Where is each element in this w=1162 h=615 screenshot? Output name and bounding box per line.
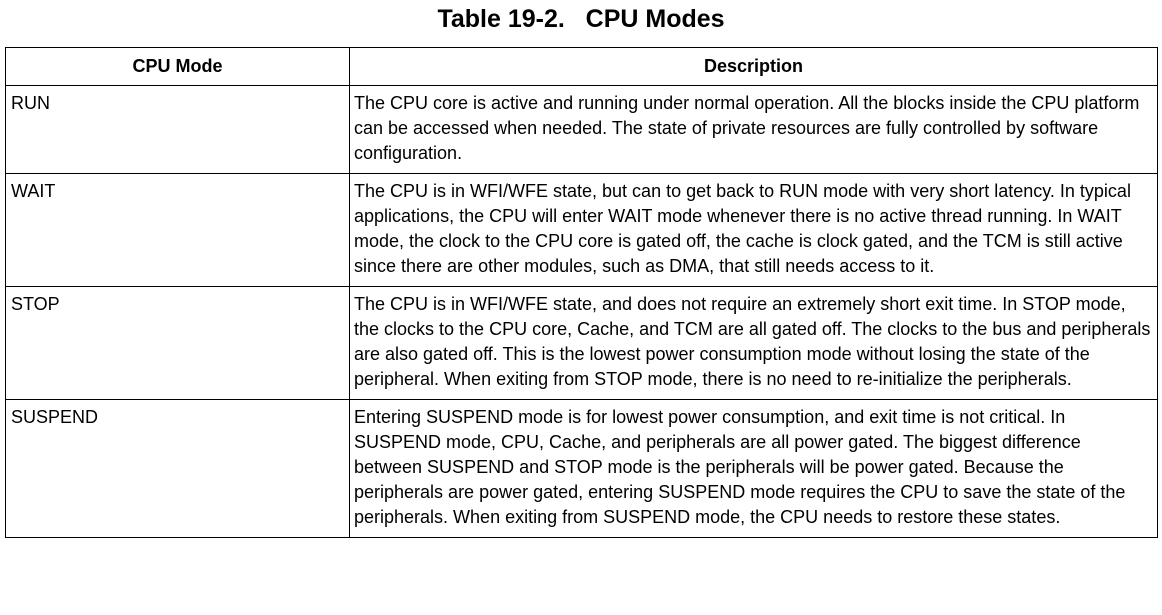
table-row — [6, 86, 1158, 174]
cell-description: The CPU is in WFI/WFE state, and does not require an extremely short exit time. In STOP mode, the clocks to the CPU core, Cache, and TCM are all gated off. The clocks to the bus and peripherals are also gated off. This is the lowest power consumption mode without losing the state of the peripheral. When exiting from STOP mode, there is no need to re-initialize the peripherals. — [350, 287, 1158, 400]
table-row — [6, 174, 1158, 287]
cell-description: The CPU core is active and running under normal operation. All the blocks inside the CPU platform can be accessed when needed. The state of private resources are fully controlled by software configuration. — [350, 86, 1158, 174]
table-header-row — [6, 48, 1158, 86]
cell-description: The CPU is in WFI/WFE state, but can to get back to RUN mode with very short latency. In typical applications, the CPU will enter WAIT mode whenever there is no active thread running. In WAIT mode, the clock to the CPU core is gated off, the cache is clock gated, and the TCM is still active since there are other modules, such as DMA, that still needs access to it. — [350, 174, 1158, 287]
cell-description: Entering SUSPEND mode is for lowest power consumption, and exit time is not critical. In SUSPEND mode, CPU, Cache, and peripherals are all power gated. The biggest difference between SUSPEND and STOP mode is the peripherals will be power gated. Because the peripherals are power gated, entering SUSPEND mode requires the CPU to save the state of the peripherals. When exiting from SUSPEND mode, the CPU needs to restore these states. — [350, 400, 1158, 538]
cell-cpu-mode: WAIT — [6, 174, 350, 287]
column-header-description: Description — [350, 48, 1158, 86]
column-header-cpu-mode: CPU Mode — [6, 48, 350, 86]
cpu-modes-table — [5, 47, 1158, 538]
table-row — [6, 400, 1158, 538]
cell-cpu-mode: SUSPEND — [6, 400, 350, 538]
table-title: Table 19-2. CPU Modes — [437, 5, 725, 33]
cell-cpu-mode: RUN — [6, 86, 350, 174]
table-row — [6, 287, 1158, 400]
cell-cpu-mode: STOP — [6, 287, 350, 400]
